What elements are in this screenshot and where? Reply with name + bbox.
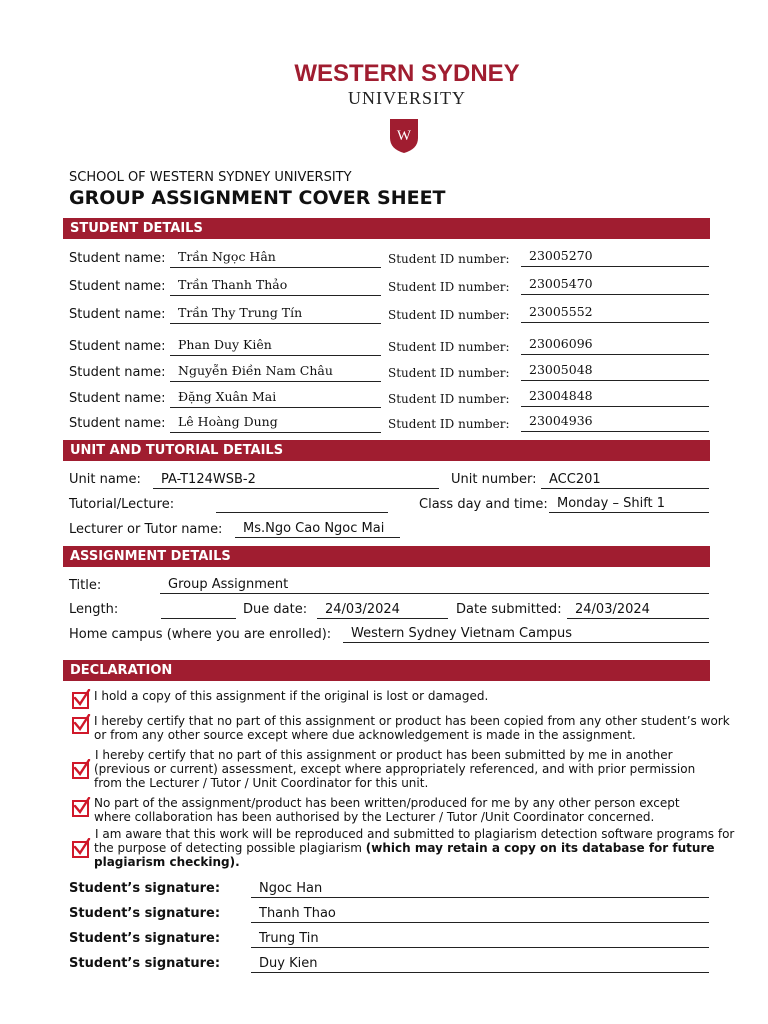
student-id-label: Student ID number: [388,308,510,322]
signature-field[interactable]: Trung Tin [251,931,709,948]
student-name-field[interactable]: Trần Thy Trung Tín [170,305,381,324]
student-details-heading: STUDENT DETAILS [63,218,710,239]
student-id-field[interactable]: 23005270 [521,248,709,267]
unit-details-heading: UNIT AND TUTORIAL DETAILS [63,440,710,461]
unit-number-field[interactable]: ACC201 [541,472,709,489]
class-day-field[interactable]: Monday – Shift 1 [549,496,709,513]
student-id-label: Student ID number: [388,280,510,294]
svg-text:W: W [396,128,412,144]
due-date-field[interactable]: 24/03/2024 [317,602,448,619]
student-name-label: Student name: [69,251,166,266]
declaration-line [94,714,730,728]
declaration-text: I hereby certify that no part of this assignment or product has been copied from any other student’s work [94,714,730,728]
due-date-label: Due date: [243,602,308,617]
student-id-field[interactable]: 23004848 [521,388,709,407]
student-id-field[interactable]: 23005470 [521,276,709,295]
declaration-line [94,728,636,742]
declaration-text: No part of the assignment/product has been written/produced for me by any other person except [94,796,680,810]
signature-label: Student’s signature: [69,906,221,921]
unit-name-field[interactable]: PA-T124WSB-2 [153,472,439,489]
declaration-line [95,827,734,841]
student-id-field[interactable]: 23004936 [521,413,709,432]
signature-field[interactable]: Ngoc Han [251,881,709,898]
checkbox-checked-icon[interactable] [72,838,92,858]
university-shield-icon [389,118,419,154]
declaration-line [94,855,240,869]
declaration-text: where collaboration has been authorised by the Lecturer / Tutor /Unit Coordinator concerned. [94,810,655,824]
tutor-field[interactable]: Ms.Ngo Cao Ngoc Mai [235,521,400,538]
student-name-label: Student name: [69,365,166,380]
tutor-label: Lecturer or Tutor name: [69,522,223,537]
student-name-field[interactable]: Lê Hoàng Dung [170,414,381,433]
declaration-text: I am aware that this work will be reproduced and submitted to plagiarism detection software programs for [95,827,735,841]
date-submitted-field[interactable]: 24/03/2024 [567,602,709,619]
page-title: GROUP ASSIGNMENT COVER SHEET [69,187,446,209]
student-name-field[interactable]: Đặng Xuân Mai [170,389,381,408]
student-id-label: Student ID number: [388,392,510,406]
signature-field[interactable]: Thanh Thao [251,906,709,923]
length-field[interactable] [161,602,236,619]
student-name-label: Student name: [69,391,166,406]
student-name-label: Student name: [69,339,166,354]
student-id-label: Student ID number: [388,252,510,266]
declaration-line [94,796,680,810]
unit-name-label: Unit name: [69,472,141,487]
student-id-label: Student ID number: [388,366,510,380]
declaration-text: the purpose of detecting possible plagiarism [94,841,366,855]
declaration-line [95,748,673,762]
signature-label: Student’s signature: [69,956,221,971]
signature-label: Student’s signature: [69,931,221,946]
declaration-bold-text: (which may retain a copy on its database for future [365,841,715,855]
declaration-text: from the Lecturer / Tutor / Unit Coordinator for this unit. [94,776,429,790]
student-name-field[interactable]: Trần Thanh Thảo [170,277,381,296]
declaration-line [94,689,488,703]
home-campus-field[interactable]: Western Sydney Vietnam Campus [343,626,709,643]
assignment-title-field[interactable]: Group Assignment [160,577,709,594]
declaration-line [94,762,695,776]
student-id-field[interactable]: 23005552 [521,304,709,323]
signature-label: Student’s signature: [69,881,221,896]
tutorial-field[interactable] [216,496,388,513]
home-campus-label: Home campus (where you are enrolled): [69,627,332,642]
declaration-line [94,776,428,790]
university-logo-wordmark: WESTERN SYDNEY [294,60,520,87]
checkbox-checked-icon[interactable] [72,714,92,734]
assignment-details-heading: ASSIGNMENT DETAILS [63,546,710,567]
declaration-heading: DECLARATION [63,660,710,681]
declaration-text: plagiarism checking). [94,855,240,869]
date-submitted-label: Date submitted: [456,602,562,617]
class-day-label: Class day and time: [419,497,548,512]
student-id-label: Student ID number: [388,340,510,354]
checkbox-checked-icon[interactable] [72,689,92,709]
student-name-label: Student name: [69,307,166,322]
student-id-label: Student ID number: [388,417,510,431]
signature-field[interactable]: Duy Kien [251,956,709,973]
declaration-text: I hold a copy of this assignment if the original is lost or damaged. [94,689,489,703]
student-name-label: Student name: [69,279,166,294]
tutorial-label: Tutorial/Lecture: [69,497,175,512]
length-label: Length: [69,602,119,617]
university-logo-subtitle: UNIVERSITY [348,88,466,108]
student-name-field[interactable]: Nguyễn Điền Nam Châu [170,363,381,382]
student-id-field[interactable]: 23005048 [521,362,709,381]
student-name-label: Student name: [69,416,166,431]
checkbox-checked-icon[interactable] [72,797,92,817]
declaration-line [94,841,715,855]
unit-number-label: Unit number: [451,472,537,487]
school-name: SCHOOL OF WESTERN SYDNEY UNIVERSITY [69,170,352,185]
student-id-field[interactable]: 23006096 [521,336,709,355]
checkbox-checked-icon[interactable] [72,759,92,779]
declaration-text: (previous or current) assessment, except where appropriately referenced, and with prior permission [94,762,696,776]
student-name-field[interactable]: Phan Duy Kiên [170,337,381,356]
declaration-text: or from any other source except where due acknowledgement is made in the assignment. [94,728,636,742]
assignment-title-label: Title: [69,578,102,593]
declaration-text: I hereby certify that no part of this assignment or product has been submitted by me in another [95,748,673,762]
declaration-line [94,810,654,824]
student-name-field[interactable]: Trần Ngọc Hân [170,249,381,268]
